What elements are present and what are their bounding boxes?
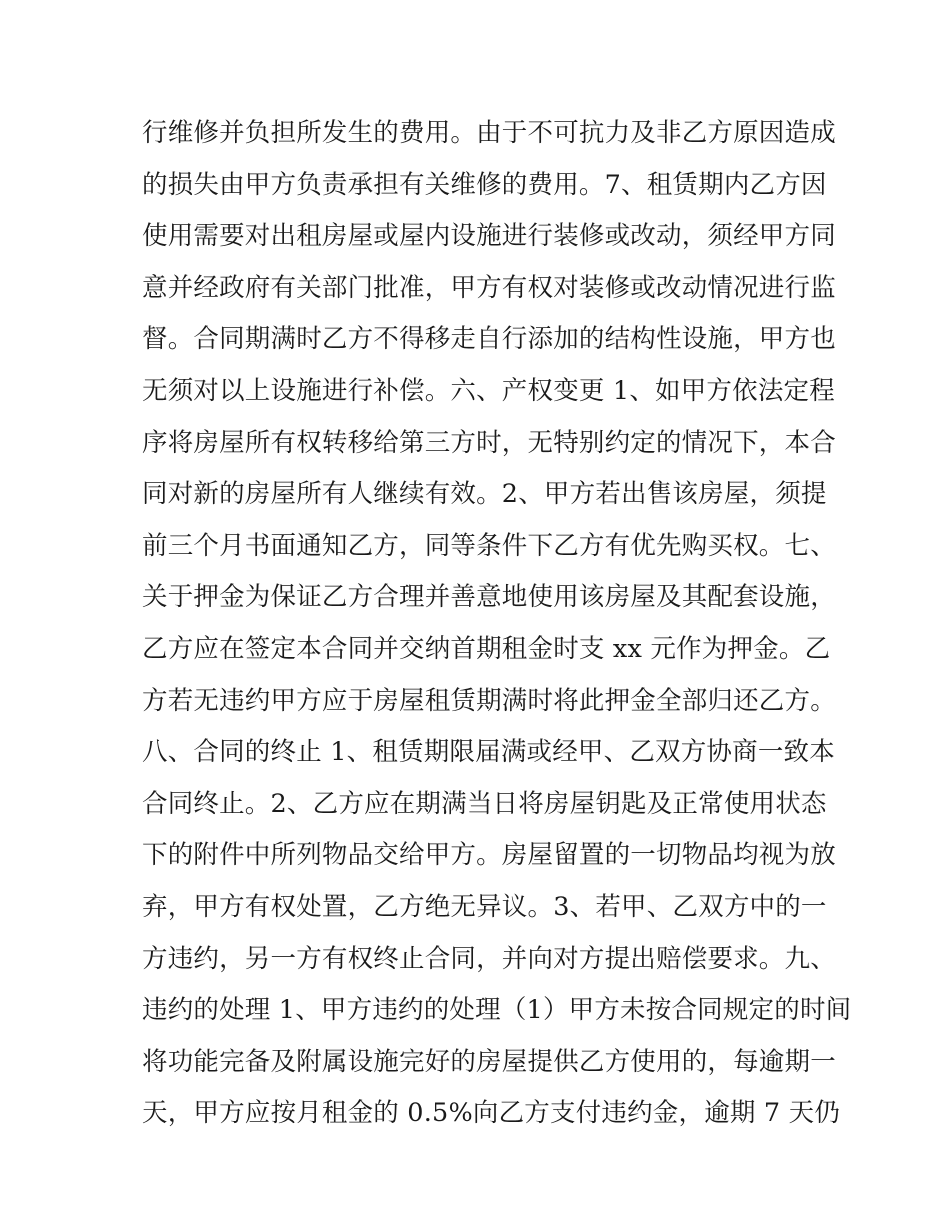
- text-line-9: 前三个月书面通知乙方，同等条件下乙方有优先购买权。七、: [142, 530, 836, 561]
- text-line-20: 天，甲方应按月租金的 0.5%向乙方支付违约金，逾期 7 天仍: [142, 1098, 841, 1129]
- text-line-6: 无须对以上设施进行补偿。六、产权变更 1、如甲方依法定程: [142, 375, 835, 406]
- text-line-2: 的损失由甲方负责承担有关维修的费用。7、租赁期内乙方因: [142, 169, 827, 200]
- text-line-3: 使用需要对出租房屋或屋内设施进行装修或改动，须经甲方同: [142, 221, 836, 252]
- text-line-7: 序将房屋所有权转移给第三方时，无特别约定的情况下，本合: [142, 427, 836, 458]
- text-line-13: 八、合同的终止 1、租赁期限届满或经甲、乙双方协商一致本: [142, 737, 835, 768]
- contract-text: [142, 108, 852, 1140]
- text-line-12: 方若无违约甲方应于房屋租赁期满时将此押金全部归还乙方。: [142, 685, 836, 716]
- text-line-4: 意并经政府有关部门批准，甲方有权对装修或改动情况进行监: [142, 272, 836, 303]
- text-line-10: 关于押金为保证乙方合理并善意地使用该房屋及其配套设施，: [142, 582, 836, 613]
- text-line-8: 同对新的房屋所有人继续有效。2、甲方若出售该房屋，须提: [142, 479, 827, 510]
- text-line-18: 违约的处理 1、甲方违约的处理（1）甲方未按合同规定的时间: [142, 995, 852, 1026]
- text-line-16: 弃，甲方有权处置，乙方绝无异议。3、若甲、乙双方中的一: [142, 891, 827, 922]
- text-line-19: 将功能完备及附属设施完好的房屋提供乙方使用的，每逾期一: [142, 1046, 836, 1077]
- text-line-11: 乙方应在签定本合同并交纳首期租金时支 xx 元作为押金。乙: [142, 633, 831, 664]
- text-line-5: 督。合同期满时乙方不得移走自行添加的结构性设施，甲方也: [142, 324, 836, 355]
- text-line-15: 下的附件中所列物品交给甲方。房屋留置的一切物品均视为放: [142, 840, 836, 871]
- text-line-1: 行维修并负担所发生的费用。由于不可抗力及非乙方原因造成: [142, 118, 836, 148]
- text-line-17: 方违约，另一方有权终止合同，并向对方提出赔偿要求。九、: [142, 943, 836, 974]
- text-line-14: 合同终止。2、乙方应在期满当日将房屋钥匙及正常使用状态: [142, 788, 827, 819]
